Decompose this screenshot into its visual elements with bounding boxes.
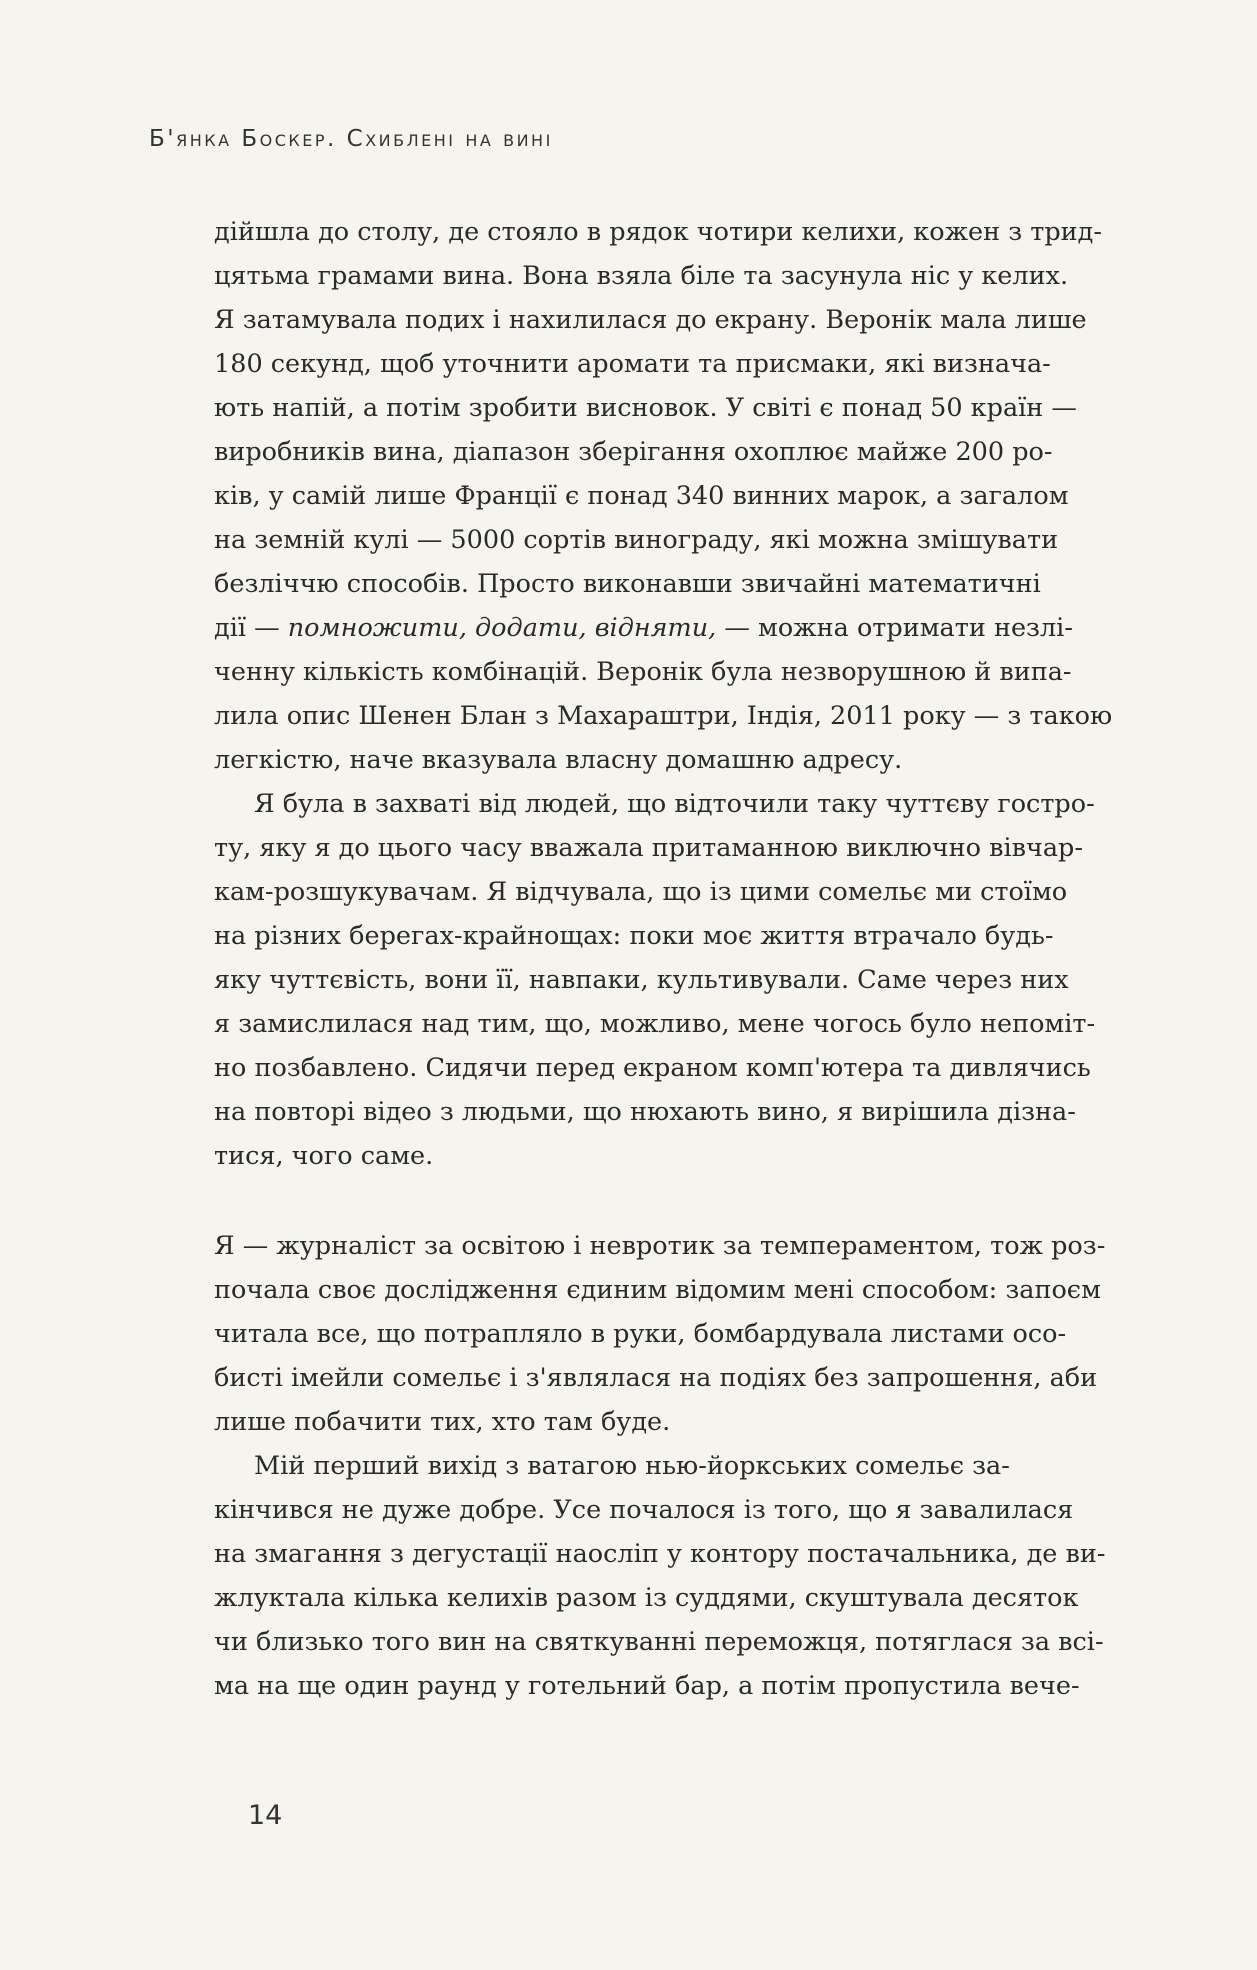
text-line: на змагання з дегустації наосліп у контору постачальника, де ви- [214, 1539, 1106, 1569]
text-line: Я була в захваті від людей, що відточили таку чуттєву гостро- [254, 789, 1095, 819]
text-line: чи близько того вин на святкуванні переможця, потяглася за всі- [214, 1627, 1104, 1657]
text-line: цятьма грамами вина. Вона взяла біле та засунула ніс у келих. [214, 261, 1069, 291]
text-line-with-italic [214, 606, 1073, 650]
text-line: бисті імейли сомельє і з'являлася на подіях без запрошення, аби [214, 1363, 1098, 1393]
text-line: 180 секунд, щоб уточнити аромати та присмаки, які визнача- [214, 349, 1051, 379]
text-line: на повторі відео з людьми, що нюхають вино, я вирішила дізна- [214, 1097, 1076, 1127]
text-line: лише побачити тих, хто там буде. [214, 1407, 671, 1437]
text-line: ків, у самій лише Франції є понад 340 винних марок, а загалом [214, 481, 1069, 511]
text-line: читала все, що потрапляло в руки, бомбардувала листами осо- [214, 1319, 1067, 1349]
italic-phrase: помножити, додати, відняти, [287, 613, 717, 643]
text-line: почала своє дослідження єдиним відомим мені способом: запоєм [214, 1275, 1101, 1305]
text-line: жлуктала кілька келихів разом із суддями, скуштувала десяток [214, 1583, 1079, 1613]
text-line: лила опис Шенен Блан з Махараштри, Індія, 2011 року — з такою [214, 701, 1113, 731]
text-line: кам-розшукувачам. Я відчувала, що із цими сомельє ми стоїмо [214, 877, 1068, 907]
paragraph-4 [214, 1444, 1106, 1708]
text-line: на різних берегах-крайнощах: поки моє життя втрачало будь- [214, 921, 1054, 951]
text-span: — можна отримати незлі- [716, 613, 1073, 643]
text-line: тися, чого саме. [214, 1141, 434, 1171]
text-line: легкістю, наче вказувала власну домашню адресу. [214, 745, 903, 775]
text-line: ють напій, а потім зробити висновок. У світі є понад 50 країн — [214, 393, 1077, 423]
page-number: 14 [248, 1800, 283, 1831]
text-line: я замислилася над тим, що, можливо, мене чогось було непоміт- [214, 1009, 1096, 1039]
paragraph-1 [214, 210, 1113, 782]
text-line: Мій перший вихід з ватагою нью-йоркських сомельє за- [254, 1451, 1010, 1481]
text-line: Я — журналіст за освітою і невротик за темпераментом, тож роз- [214, 1231, 1106, 1261]
paragraph-3 [214, 1224, 1106, 1444]
body-text [214, 210, 1113, 1708]
running-head: Б'янка Боскер. Схиблені на вині [149, 126, 553, 152]
paragraph-2 [214, 782, 1096, 1178]
text-line: ченну кількість комбінацій. Веронік була незворушною й випа- [214, 657, 1072, 687]
text-line: ма на ще один раунд у готельний бар, а потім пропустила вече- [214, 1671, 1080, 1701]
text-line: ту, яку я до цього часу вважала притаманною виключно вівчар- [214, 833, 1083, 863]
text-line: на земній кулі — 5000 сортів винограду, які можна змішувати [214, 525, 1059, 555]
text-line: виробників вина, діапазон зберігання охоплює майже 200 ро- [214, 437, 1053, 467]
text-line: но позбавлено. Сидячи перед екраном комп'ютера та дивлячись [214, 1053, 1091, 1083]
text-line: дійшла до столу, де стояло в рядок чотири келихи, кожен з трид- [214, 217, 1102, 247]
text-span: дії — [214, 613, 288, 643]
text-line: яку чуттєвість, вони її, навпаки, культивували. Саме через них [214, 965, 1069, 995]
text-line: кінчився не дуже добре. Усе почалося із того, що я завалилася [214, 1495, 1074, 1525]
text-line: безліччю способів. Просто виконавши звичайні математичні [214, 569, 1041, 599]
text-line: Я затамувала подих і нахилилася до екрану. Веронік мала лише [214, 305, 1087, 335]
section-break [214, 1178, 998, 1224]
